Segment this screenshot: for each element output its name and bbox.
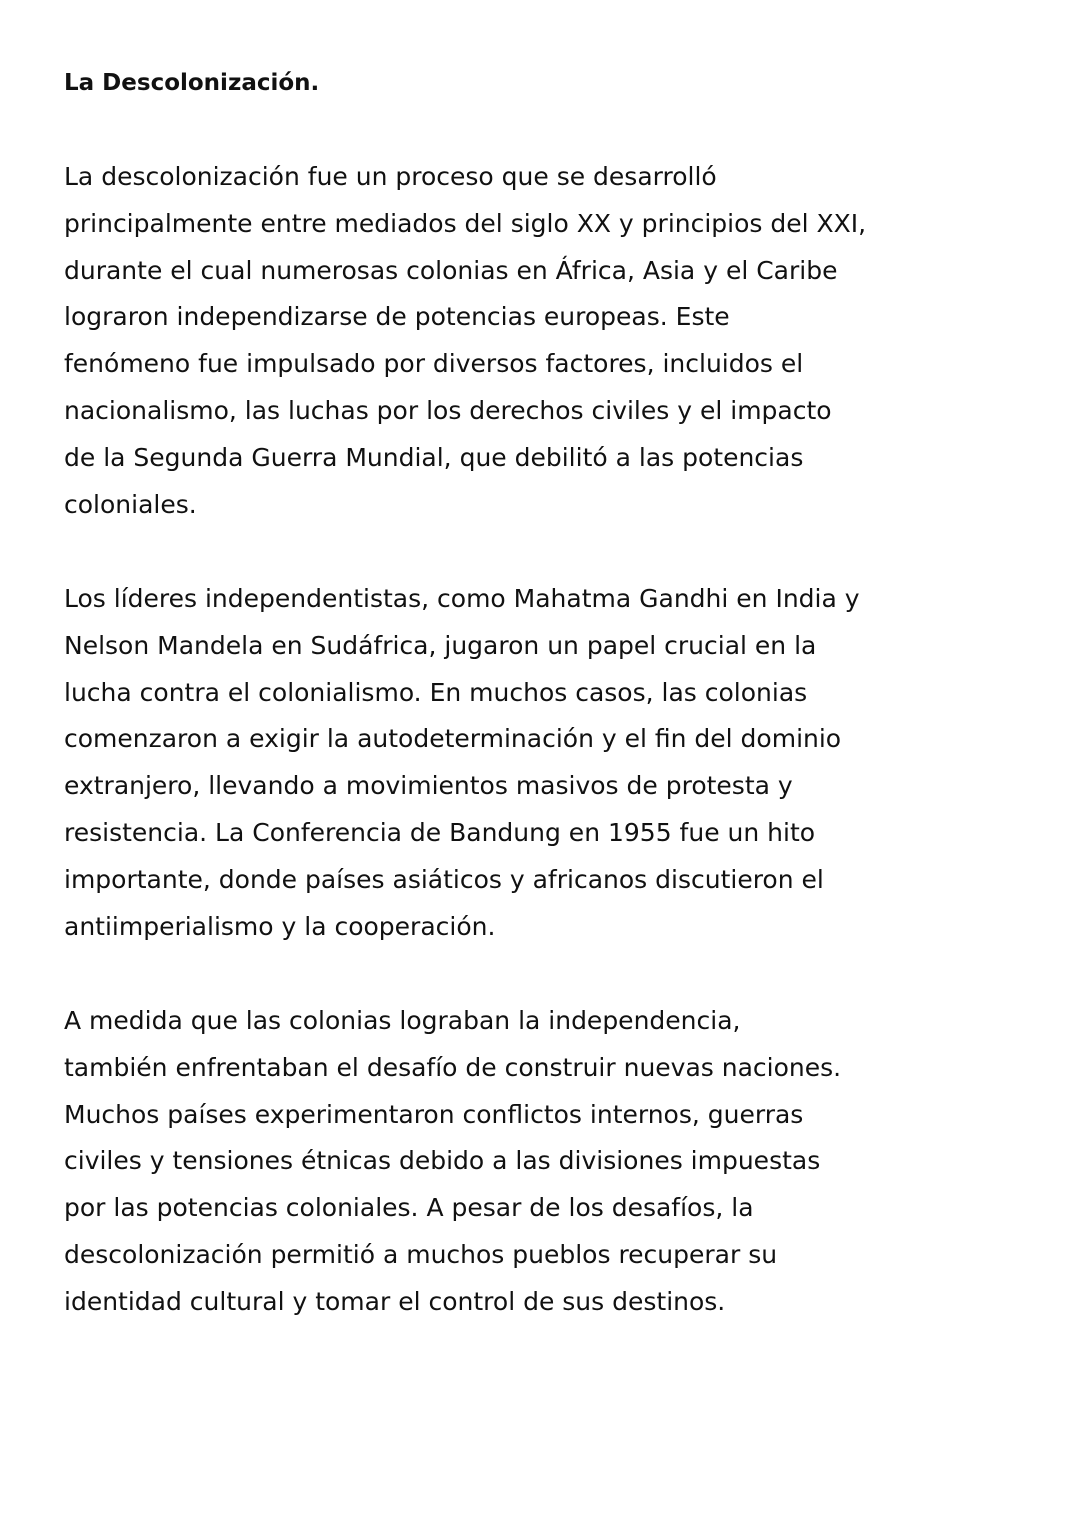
- text-line: importante, donde países asiáticos y africanos discutieron el: [64, 864, 824, 894]
- text-line: A medida que las colonias lograban la independencia,: [64, 1006, 741, 1035]
- paragraph-1: [64, 154, 964, 528]
- text-line: comenzaron a exigir la autodeterminación y el fin del dominio: [64, 724, 842, 754]
- text-line: Muchos países experimentaron conflictos internos, guerras: [64, 1099, 804, 1129]
- text-line: coloniales.: [64, 489, 197, 519]
- text-line: antiimperialismo y la cooperación.: [64, 911, 496, 941]
- text-line: descolonización permitió a muchos pueblos recuperar su: [64, 1239, 778, 1269]
- text-line: fenómeno fue impulsado por diversos factores, incluidos el: [64, 349, 804, 379]
- document-title: La Descolonización.: [64, 70, 320, 96]
- text-line: por las potencias coloniales. A pesar de los desafíos, la: [64, 1193, 754, 1223]
- text-line: principalmente entre mediados del siglo XX y principios del XXI,: [64, 208, 867, 238]
- text-line: de la Segunda Guerra Mundial, que debilitó a las potencias: [64, 442, 804, 472]
- text-line: nacionalismo, las luchas por los derechos civiles y el impacto: [64, 395, 832, 425]
- paragraph-3: [64, 998, 964, 1326]
- text-line: civiles y tensiones étnicas debido a las divisiones impuestas: [64, 1146, 821, 1176]
- text-line: también enfrentaban el desafío de construir nuevas naciones.: [64, 1052, 842, 1082]
- text-line: extranjero, llevando a movimientos masivos de protesta y: [64, 771, 793, 801]
- text-line: resistencia. La Conferencia de Bandung en 1955 fue un hito: [64, 817, 816, 847]
- text-line: Los líderes independentistas, como Mahatma Gandhi en India y: [64, 584, 860, 613]
- text-line: durante el cual numerosas colonias en África, Asia y el Caribe: [64, 255, 838, 285]
- paragraph-2: [64, 576, 964, 950]
- text-line: La descolonización fue un proceso que se desarrolló: [64, 162, 717, 191]
- text-line: Nelson Mandela en Sudáfrica, jugaron un papel crucial en la: [64, 630, 817, 660]
- text-line: identidad cultural y tomar el control de sus destinos.: [64, 1286, 726, 1316]
- text-line: lograron independizarse de potencias europeas. Este: [64, 302, 730, 332]
- text-line: lucha contra el colonialismo. En muchos casos, las colonias: [64, 677, 808, 707]
